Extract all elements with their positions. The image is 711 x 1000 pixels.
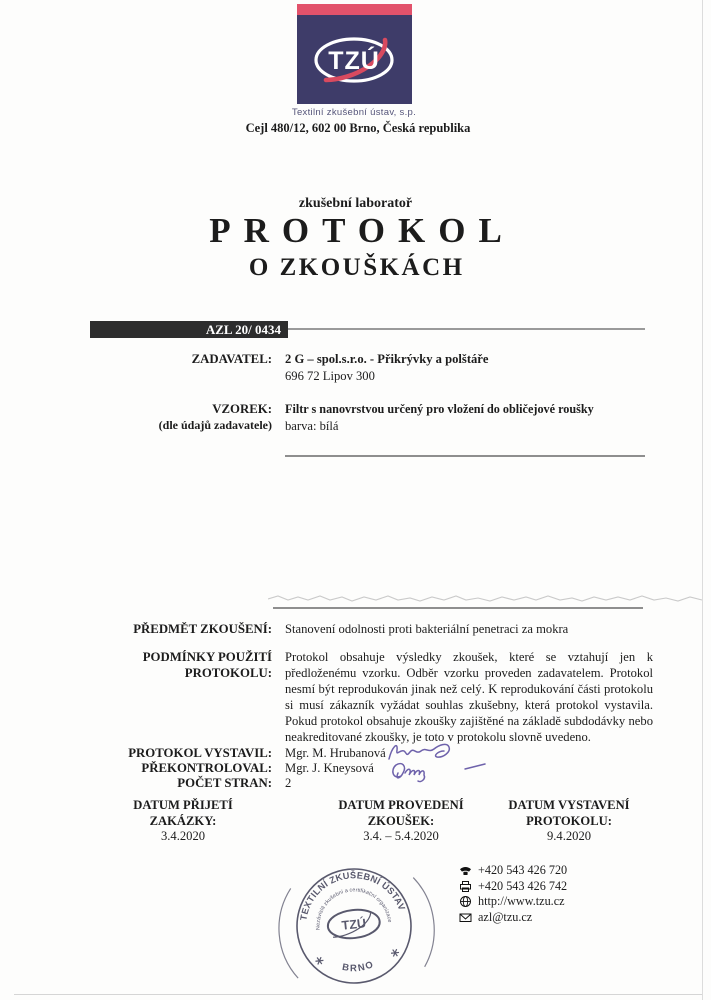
- date-performed: [306, 798, 496, 845]
- reference-rule: [288, 328, 645, 330]
- date-issued-label2: PROTOKOLU:: [526, 813, 612, 828]
- scan-squiggle-artifact: [268, 590, 708, 604]
- svg-text:BRNO: [340, 959, 376, 976]
- issued-by-label: PROTOKOL VYSTAVIL:: [128, 746, 272, 760]
- date-received-label2: ZAKÁZKY:: [149, 813, 217, 828]
- date-received: [88, 798, 278, 845]
- date-received-label1: DATUM PŘIJETÍ: [133, 798, 233, 812]
- contact-block: [458, 863, 678, 925]
- sample-label: VZOREK:: [212, 402, 272, 416]
- logo-text: TZÚ: [328, 47, 380, 75]
- contact-phone: +420 543 426 720: [478, 863, 568, 878]
- scan-edge-horizontal: [14, 994, 702, 995]
- signature-kneysova: [393, 764, 425, 782]
- contact-phone-row: [458, 863, 678, 879]
- date-received-value: 3.4.2020: [160, 829, 206, 843]
- document-title: PROTOKOL: [209, 211, 515, 250]
- conditions-label-line1: PODMÍNKY POUŽITÍ: [142, 650, 272, 664]
- contact-web: http://www.tzu.cz: [478, 894, 565, 909]
- sample-label-note: (dle údajů zadavatele): [158, 418, 272, 432]
- stamp-outer-arc-right: [413, 876, 438, 967]
- client-address: 696 72 Lipov 300: [285, 369, 375, 383]
- contact-web-row: [458, 894, 678, 910]
- client-name: 2 G – spol.s.r.o. - Přikrývky a polštáře: [285, 352, 489, 366]
- contact-email-row: [458, 910, 678, 926]
- stamp-ring-text: TEXTILNÍ ZKUŠEBNÍ ÚSTAV: [298, 870, 408, 922]
- date-performed-label1: DATUM PROVEDENÍ: [338, 798, 464, 812]
- signature-hrubanova: [389, 744, 449, 759]
- globe-icon: [458, 895, 473, 908]
- organization-address: Cejl 480/12, 602 00 Brno, Česká republika: [245, 121, 471, 135]
- organization-name: Textilní zkušební ústav, s.p.: [291, 107, 417, 118]
- stamp-asterisk-right: [391, 949, 400, 957]
- checked-by-value: Mgr. J. Kneysová: [285, 761, 374, 775]
- date-performed-label2: ZKOUŠEK:: [367, 813, 435, 828]
- conditions-label-line2: PROTOKOLU:: [184, 666, 272, 680]
- tzu-logo: [297, 4, 412, 104]
- stamp-center-text: TZÚ: [341, 916, 367, 933]
- date-issued-value: 9.4.2020: [546, 829, 592, 843]
- checked-by-label: PŘEKONTROLOVAL:: [141, 761, 272, 775]
- stamp-outer-arc-left: [275, 888, 301, 979]
- conditions-text: Protokol obsahuje výsledky zkoušek, které se vztahují jen k předloženému vzorku. Odběr vzorku proveden zadavatelem. Protokol nesmí být reprodukován jinak než celý. K reprodukování části protokolu si musí zákazník vyžádat souhlas zkušebny, která protokol vystavila. Pokud protokol obsahuje zkoušky zajištěné na základě subdodávky nebo neakreditované zkoušky, je toto v protokolu slovně uvedeno.: [285, 650, 653, 745]
- signature-dash: [465, 764, 485, 769]
- test-subject-value: Stanovení odolnosti proti bakteriální penetraci za mokra: [285, 622, 569, 636]
- document-subtitle: O ZKOUŠKÁCH: [248, 254, 465, 281]
- section-rule-2: [273, 607, 643, 609]
- issued-by-value: Mgr. M. Hrubanová: [285, 746, 386, 760]
- sample-description: Filtr s nanovrstvou určený pro vložení do obličejové roušky: [285, 402, 594, 416]
- scan-edge-vertical: [702, 0, 703, 1000]
- page-count-value: 2: [285, 776, 292, 790]
- email-icon: [458, 911, 473, 924]
- lab-line: zkušební laboratoř: [298, 196, 413, 211]
- logo-red-bar: [297, 4, 412, 15]
- date-performed-value: 3.4. – 5.4.2020: [363, 829, 439, 843]
- test-subject-label: PŘEDMĚT ZKOUŠENÍ:: [133, 622, 272, 636]
- protocol-number-bar: AZL 20/ 0434: [90, 321, 288, 338]
- stamp-city-text: BRNO: [341, 958, 377, 975]
- contact-fax-row: [458, 879, 678, 895]
- round-stamp: [272, 856, 442, 1000]
- section-rule-1: [285, 455, 645, 457]
- stamp-inner-text: Nezávislá zkušební a certifikační organizace: [315, 887, 393, 931]
- page-count-label: POČET STRAN:: [177, 776, 272, 790]
- contact-fax: +420 543 426 742: [478, 878, 568, 893]
- sample-color: barva: bílá: [285, 419, 339, 433]
- signatures: [385, 738, 497, 788]
- date-issued-label1: DATUM VYSTAVENÍ: [508, 798, 630, 812]
- phone-icon: [458, 864, 473, 877]
- fax-icon: [458, 880, 473, 893]
- date-issued: [474, 798, 664, 845]
- contact-email: azl@tzu.cz: [478, 910, 533, 925]
- stamp-asterisk-left: [315, 957, 324, 965]
- client-label: ZADAVATEL:: [191, 352, 272, 366]
